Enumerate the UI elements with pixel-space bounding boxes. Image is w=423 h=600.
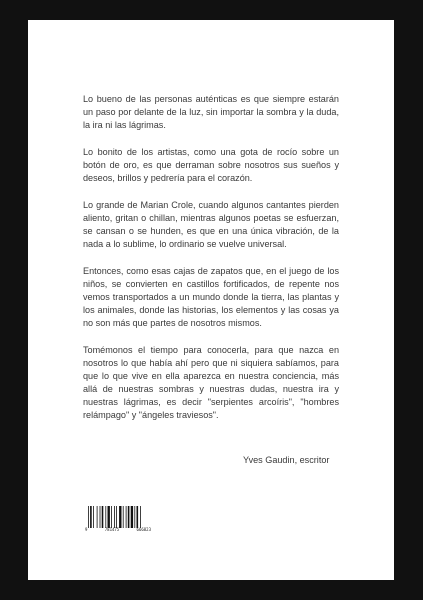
barcode-bar (111, 506, 112, 528)
paragraph-2: Lo bonito de los artistas, como una gota de rocío sobre un botón de oro, es que derraman sobre nosotros sus sueños y deseos, brillos y pedrería para el corazón. (83, 147, 339, 183)
barcode-bar (137, 506, 139, 528)
barcode-bar (114, 506, 115, 528)
barcode-bars (85, 506, 151, 528)
barcode-bar (131, 506, 133, 528)
barcode-bar (108, 506, 110, 528)
barcode-digits-left: 781475 (104, 527, 120, 532)
barcode-bar (134, 506, 135, 528)
barcode-digits (85, 528, 151, 532)
paragraph-5: Tomémonos el tiempo para conocerla, para que nazca en nosotros lo que había ahí pero que ni siquiera sabíamos, para que lo que vive en ella aparezca en nuestra conciencia, más allá de nuestras sombras y nuestras dudas, nuestra ira y nuestras lágrimas, es decir "serpientes arcoíris", "hombres relámpago" y "ángeles traviesos". (83, 345, 339, 420)
barcode-bar (119, 506, 121, 528)
barcode-digit-first: 9 (85, 527, 88, 532)
barcode-bar (90, 506, 92, 528)
back-cover-page (28, 20, 394, 580)
back-cover-text (83, 93, 339, 436)
barcode-bar (116, 506, 117, 528)
barcode-bar (97, 506, 98, 528)
paragraph-3: Lo grande de Marian Crole, cuando algunos cantantes pierden aliento, gritan o chillan, mientras algunos poetas se esfuerzan, se cansan o se hunden, es que en una única vibración, de la nada a lo sublime, lo ordinario se vuelve universal. (83, 200, 339, 249)
barcode-bar (126, 506, 127, 528)
barcode-digits-right: 666823 (136, 527, 151, 532)
barcode-bar (128, 506, 130, 528)
barcode-bar (93, 506, 94, 528)
barcode-bar (105, 506, 106, 528)
barcode-bar (100, 506, 101, 528)
barcode-bar (140, 506, 141, 528)
author-signature: Yves Gaudin, escritor (243, 455, 330, 465)
paragraph-4: Entonces, como esas cajas de zapatos que, en el juego de los niños, se convierten en castillos fortificados, de repente nos vemos transportados a un mundo donde la tierra, las plantas y los animales, donde las historias, los elementos y las cosas ya no son más que partes de nosotros mismos. (83, 266, 339, 328)
barcode-bar (88, 506, 89, 528)
paragraph-1: Lo bueno de las personas auténticas es que siempre estarán un paso por delante de la luz, sin importar la sombra y la duda, la ira ni las lágrimas. (83, 94, 339, 130)
barcode-bar (123, 506, 124, 528)
barcode-bar (102, 506, 104, 528)
isbn-barcode (85, 506, 151, 532)
